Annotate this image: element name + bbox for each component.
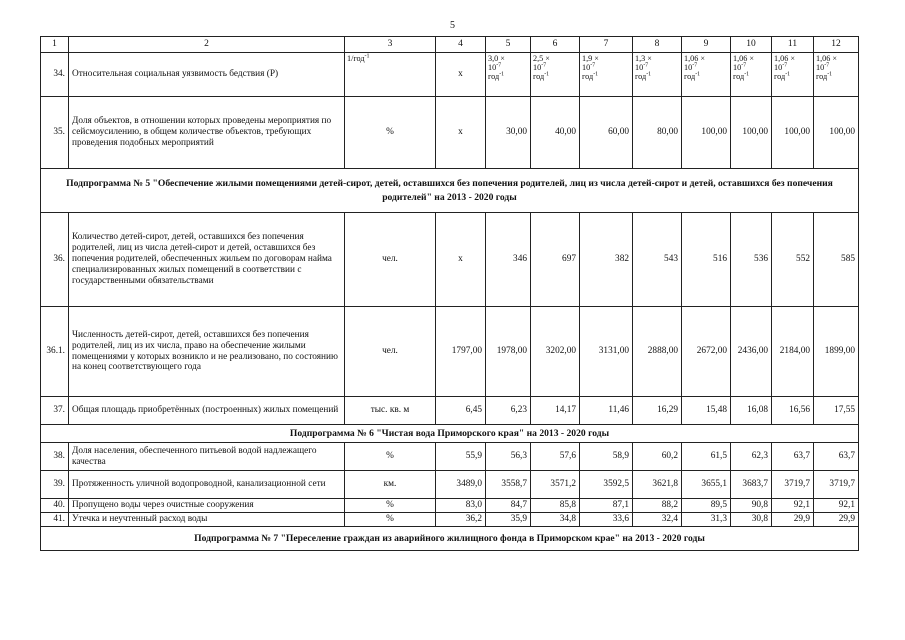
unit-cell bbox=[345, 53, 436, 97]
unit-cell: % bbox=[345, 443, 436, 471]
sci-unit-exponent: -1 bbox=[499, 71, 505, 78]
year-value: 92,1 bbox=[814, 499, 859, 513]
year-value: 543 bbox=[633, 213, 682, 307]
table-row-41 bbox=[41, 513, 859, 527]
indicator-name: Утечка и неучтенный расход воды bbox=[69, 513, 345, 527]
year-value: 34,8 bbox=[531, 513, 580, 527]
year-value: 90,8 bbox=[731, 499, 772, 513]
indicator-name: Численность детей-сирот, детей, оставшихся без попечения родителей, лиц из их числа, право на обеспечение жилыми помещениями у которых возникло и не реализовано, по состоянию на конец соответствующего года bbox=[69, 307, 345, 397]
unit-cell: тыс. кв. м bbox=[345, 397, 436, 425]
sci-exponent: -7 bbox=[590, 62, 596, 69]
base-value: 1797,00 bbox=[436, 307, 486, 397]
sci-coefficient: 1,06 × bbox=[774, 54, 795, 63]
indicator-name: Пропущено воды через очистные сооружения bbox=[69, 499, 345, 513]
year-value: 3719,7 bbox=[772, 471, 814, 499]
sci-exponent: -7 bbox=[741, 62, 747, 69]
year-value: 382 bbox=[580, 213, 633, 307]
year-value: 33,6 bbox=[580, 513, 633, 527]
section-title: Подпрограмма № 5 "Обеспечение жилыми помещениями детей-сирот, детей, оставшихся без попечения родителей, лиц из числа детей-сирот и детей, оставшихся без попечения родителей" на 2013 - 2020 годы bbox=[41, 169, 859, 213]
base-value: 3489,0 bbox=[436, 471, 486, 499]
indicator-name: Общая площадь приобретённых (построенных) жилых помещений bbox=[69, 397, 345, 425]
base-value: 36,2 bbox=[436, 513, 486, 527]
sci-value bbox=[486, 53, 531, 97]
sci-value bbox=[531, 53, 580, 97]
sci-unit: год bbox=[684, 72, 696, 82]
base-value: х bbox=[436, 53, 486, 97]
sci-exponent: -7 bbox=[692, 62, 698, 69]
column-number: 11 bbox=[772, 37, 814, 53]
year-value: 346 bbox=[486, 213, 531, 307]
year-value: 17,55 bbox=[814, 397, 859, 425]
year-value: 63,7 bbox=[772, 443, 814, 471]
section-title: Подпрограмма № 7 "Переселение граждан из аварийного жилищного фонда в Приморском крае" на 2013 - 2020 годы bbox=[41, 527, 859, 551]
table-row-36-1 bbox=[41, 307, 859, 397]
sci-unit: год bbox=[488, 72, 500, 82]
row-number: 40. bbox=[41, 499, 69, 513]
sci-base: 10 bbox=[816, 63, 825, 73]
year-value: 56,3 bbox=[486, 443, 531, 471]
year-value: 16,56 bbox=[772, 397, 814, 425]
unit-cell: км. bbox=[345, 471, 436, 499]
row-number: 37. bbox=[41, 397, 69, 425]
sci-coefficient: 1,06 × bbox=[816, 54, 837, 63]
year-value: 60,00 bbox=[580, 97, 633, 169]
year-value: 80,00 bbox=[633, 97, 682, 169]
year-value: 3719,7 bbox=[814, 471, 859, 499]
sci-exponent: -7 bbox=[496, 62, 502, 69]
row-number: 36.1. bbox=[41, 307, 69, 397]
year-value: 29,9 bbox=[814, 513, 859, 527]
sci-coefficient: 2,5 × bbox=[533, 54, 550, 63]
sci-unit-exponent: -1 bbox=[785, 71, 791, 78]
year-value: 585 bbox=[814, 213, 859, 307]
table-row-40 bbox=[41, 499, 859, 513]
year-value: 3558,7 bbox=[486, 471, 531, 499]
unit-cell: чел. bbox=[345, 213, 436, 307]
unit-cell: чел. bbox=[345, 307, 436, 397]
sci-base: 10 bbox=[582, 63, 591, 73]
indicators-table bbox=[40, 36, 859, 551]
sci-coefficient: 3,0 × bbox=[488, 54, 505, 63]
column-number: 8 bbox=[633, 37, 682, 53]
year-value: 1978,00 bbox=[486, 307, 531, 397]
year-value: 100,00 bbox=[731, 97, 772, 169]
sci-value bbox=[633, 53, 682, 97]
indicator-name: Относительная социальная уязвимость бедствия (Р) bbox=[69, 53, 345, 97]
unit-cell: % bbox=[345, 499, 436, 513]
row-number: 39. bbox=[41, 471, 69, 499]
table-row-35 bbox=[41, 97, 859, 169]
row-number: 35. bbox=[41, 97, 69, 169]
year-value: 16,08 bbox=[731, 397, 772, 425]
sci-unit-exponent: -1 bbox=[827, 71, 833, 78]
row-number: 41. bbox=[41, 513, 69, 527]
unit-base: 1/год bbox=[347, 54, 365, 63]
year-value: 29,9 bbox=[772, 513, 814, 527]
year-value: 3202,00 bbox=[531, 307, 580, 397]
sci-coefficient: 1,06 × bbox=[733, 54, 754, 63]
base-value: х bbox=[436, 97, 486, 169]
sci-base: 10 bbox=[488, 63, 497, 73]
year-value: 58,9 bbox=[580, 443, 633, 471]
year-value: 61,5 bbox=[682, 443, 731, 471]
subprogram-6-header bbox=[41, 425, 859, 443]
year-value: 87,1 bbox=[580, 499, 633, 513]
base-value: 55,9 bbox=[436, 443, 486, 471]
year-value: 63,7 bbox=[814, 443, 859, 471]
year-value: 697 bbox=[531, 213, 580, 307]
year-value: 30,8 bbox=[731, 513, 772, 527]
table-row-39 bbox=[41, 471, 859, 499]
year-value: 2436,00 bbox=[731, 307, 772, 397]
sci-coefficient: 1,06 × bbox=[684, 54, 705, 63]
row-number: 38. bbox=[41, 443, 69, 471]
year-value: 84,7 bbox=[486, 499, 531, 513]
sci-unit: год bbox=[533, 72, 545, 82]
sci-exponent: -7 bbox=[824, 62, 830, 69]
year-value: 57,6 bbox=[531, 443, 580, 471]
indicator-name: Доля объектов, в отношении которых проведены мероприятия по сейсмоусилению, в общем количестве объектов, требующих проведения подобных мероприятий bbox=[69, 97, 345, 169]
year-value: 100,00 bbox=[814, 97, 859, 169]
year-value: 536 bbox=[731, 213, 772, 307]
unit-cell: % bbox=[345, 97, 436, 169]
year-value: 100,00 bbox=[772, 97, 814, 169]
sci-exponent: -7 bbox=[541, 62, 547, 69]
unit-cell: % bbox=[345, 513, 436, 527]
base-value: 6,45 bbox=[436, 397, 486, 425]
indicator-name: Доля населения, обеспеченного питьевой водой надлежащего качества bbox=[69, 443, 345, 471]
column-number-row bbox=[41, 37, 859, 53]
year-value: 15,48 bbox=[682, 397, 731, 425]
indicator-name: Количество детей-сирот, детей, оставшихся без попечения родителей, лиц из числа детей-сирот и детей, оставшихся без попечения родителей, обеспеченных жильем по договорам найма специализированных жилых помещений в соответствии с государственными обязательствами bbox=[69, 213, 345, 307]
year-value: 2888,00 bbox=[633, 307, 682, 397]
year-value: 100,00 bbox=[682, 97, 731, 169]
year-value: 32,4 bbox=[633, 513, 682, 527]
year-value: 3683,7 bbox=[731, 471, 772, 499]
sci-value bbox=[814, 53, 859, 97]
sci-unit: год bbox=[582, 72, 594, 82]
year-value: 60,2 bbox=[633, 443, 682, 471]
column-number: 10 bbox=[731, 37, 772, 53]
section-title: Подпрограмма № 6 "Чистая вода Приморского края" на 2013 - 2020 годы bbox=[41, 425, 859, 443]
row-number: 34. bbox=[41, 53, 69, 97]
column-number: 7 bbox=[580, 37, 633, 53]
sci-unit: год bbox=[774, 72, 786, 82]
column-number: 2 bbox=[69, 37, 345, 53]
year-value: 92,1 bbox=[772, 499, 814, 513]
column-number: 3 bbox=[345, 37, 436, 53]
sci-unit-exponent: -1 bbox=[695, 71, 701, 78]
year-value: 3592,5 bbox=[580, 471, 633, 499]
sci-value bbox=[772, 53, 814, 97]
year-value: 2672,00 bbox=[682, 307, 731, 397]
table-row-34 bbox=[41, 53, 859, 97]
year-value: 16,29 bbox=[633, 397, 682, 425]
column-number: 1 bbox=[41, 37, 69, 53]
sci-unit-exponent: -1 bbox=[744, 71, 750, 78]
column-number: 5 bbox=[486, 37, 531, 53]
table-row-36 bbox=[41, 213, 859, 307]
sci-unit-exponent: -1 bbox=[544, 71, 550, 78]
sci-unit: год bbox=[816, 72, 828, 82]
unit-exponent: -1 bbox=[364, 53, 370, 60]
year-value: 3131,00 bbox=[580, 307, 633, 397]
year-value: 88,2 bbox=[633, 499, 682, 513]
table-row-37 bbox=[41, 397, 859, 425]
sci-unit-exponent: -1 bbox=[593, 71, 599, 78]
sci-base: 10 bbox=[533, 63, 542, 73]
year-value: 62,3 bbox=[731, 443, 772, 471]
column-number: 9 bbox=[682, 37, 731, 53]
column-number: 12 bbox=[814, 37, 859, 53]
year-value: 2184,00 bbox=[772, 307, 814, 397]
table-row-38 bbox=[41, 443, 859, 471]
sci-unit-exponent: -1 bbox=[646, 71, 652, 78]
year-value: 14,17 bbox=[531, 397, 580, 425]
sci-base: 10 bbox=[774, 63, 783, 73]
sci-unit: год bbox=[733, 72, 745, 82]
year-value: 31,3 bbox=[682, 513, 731, 527]
sci-exponent: -7 bbox=[782, 62, 788, 69]
year-value: 3655,1 bbox=[682, 471, 731, 499]
year-value: 89,5 bbox=[682, 499, 731, 513]
page-number: 5 bbox=[450, 20, 455, 31]
sci-exponent: -7 bbox=[643, 62, 649, 69]
year-value: 30,00 bbox=[486, 97, 531, 169]
base-value: х bbox=[436, 213, 486, 307]
subprogram-7-header bbox=[41, 527, 859, 551]
year-value: 6,23 bbox=[486, 397, 531, 425]
sci-base: 10 bbox=[733, 63, 742, 73]
sci-base: 10 bbox=[635, 63, 644, 73]
subprogram-5-header bbox=[41, 169, 859, 213]
year-value: 3571,2 bbox=[531, 471, 580, 499]
sci-coefficient: 1,3 × bbox=[635, 54, 652, 63]
base-value: 83,0 bbox=[436, 499, 486, 513]
year-value: 3621,8 bbox=[633, 471, 682, 499]
year-value: 85,8 bbox=[531, 499, 580, 513]
year-value: 35,9 bbox=[486, 513, 531, 527]
year-value: 516 bbox=[682, 213, 731, 307]
indicator-name: Протяженность уличной водопроводной, канализационной сети bbox=[69, 471, 345, 499]
year-value: 552 bbox=[772, 213, 814, 307]
row-number: 36. bbox=[41, 213, 69, 307]
year-value: 40,00 bbox=[531, 97, 580, 169]
column-number: 4 bbox=[436, 37, 486, 53]
sci-value bbox=[731, 53, 772, 97]
sci-value bbox=[580, 53, 633, 97]
year-value: 11,46 bbox=[580, 397, 633, 425]
sci-unit: год bbox=[635, 72, 647, 82]
sci-value bbox=[682, 53, 731, 97]
column-number: 6 bbox=[531, 37, 580, 53]
year-value: 1899,00 bbox=[814, 307, 859, 397]
sci-base: 10 bbox=[684, 63, 693, 73]
sci-coefficient: 1,9 × bbox=[582, 54, 599, 63]
